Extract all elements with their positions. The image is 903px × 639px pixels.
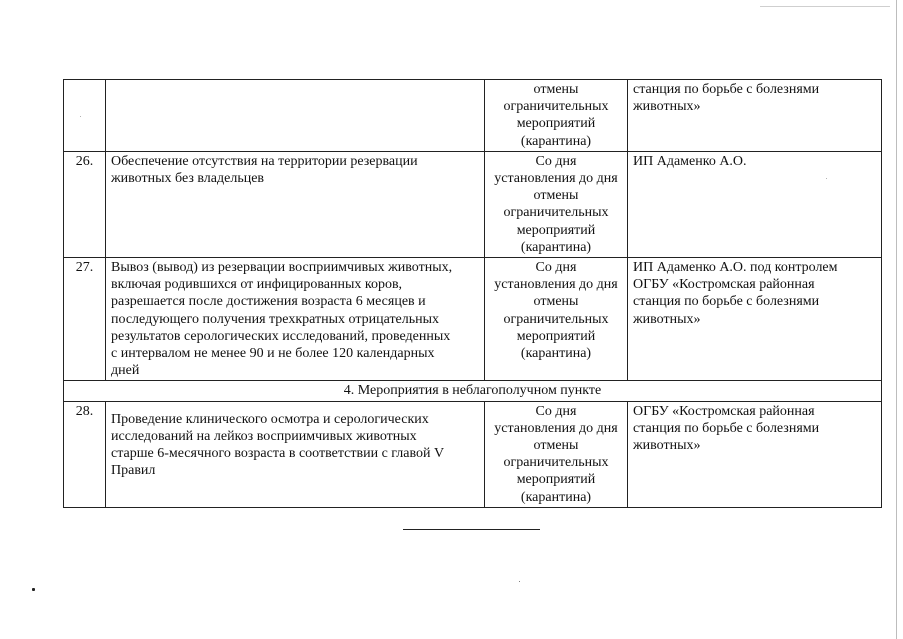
term-line: ограничительных (503, 99, 609, 115)
responsible-line: ИП Адаменко А.О. под контролем (633, 260, 838, 276)
measure-line: старше 6-месячного возраста в соответствии с главой V (111, 446, 445, 462)
scan-speck (519, 581, 520, 582)
measure-line: Проведение клинического осмотра и серологических (111, 411, 429, 427)
responsible-line: станция по борьбе с болезнями (633, 82, 820, 97)
term-line: ограничительных (503, 205, 609, 221)
measure-cell (106, 80, 485, 152)
measure-line: последующего получения трехкратных отрицательных (111, 311, 440, 327)
term-line: Со дня (535, 403, 577, 419)
term-line: Со дня (535, 260, 577, 276)
term-line: отмены (533, 188, 579, 204)
measure-line: дней (111, 363, 140, 379)
term-cell (485, 80, 628, 152)
responsible-line: станция по борьбе с болезнями (633, 294, 820, 310)
term-line: отмены (533, 438, 579, 454)
measure-line: Обеспечение отсутствия на территории резервации (111, 153, 418, 169)
page-edge (896, 0, 897, 639)
measure-line: с интервалом не менее 90 и не более 120 календарных (111, 346, 435, 362)
table-row (64, 151, 882, 257)
term-line: ограничительных (503, 455, 609, 471)
term-line: (карантина) (520, 239, 592, 255)
measure-line: Правил (111, 463, 156, 479)
row-number-cell: 27. (64, 258, 106, 381)
row-number-cell: 28. (64, 401, 106, 507)
term-line: Со дня (535, 153, 577, 169)
measure-line: результатов серологических исследований, проведенных (111, 328, 451, 344)
term-line: установления до дня (494, 277, 618, 293)
term-line: установления до дня (494, 420, 618, 436)
table-row (64, 80, 882, 152)
measure-line: разрешается после достижения возраста 6 месяцев и (111, 294, 426, 310)
measure-line: исследований на лейкоз восприимчивых животных (111, 428, 417, 444)
footer-rule (403, 529, 540, 530)
term-line: отмены (533, 82, 579, 97)
responsible-cell (628, 258, 882, 381)
term-line: мероприятий (516, 116, 596, 132)
term-line: (карантина) (520, 133, 592, 149)
responsible-cell (628, 401, 882, 507)
row-number-cell (64, 80, 106, 152)
term-line: мероприятий (516, 222, 596, 238)
measure-cell (106, 258, 485, 381)
responsible-line: животных» (633, 438, 701, 454)
scan-speck (80, 116, 81, 117)
term-line: мероприятий (516, 328, 596, 344)
table-row (64, 401, 882, 507)
term-line: ограничительных (503, 311, 609, 327)
term-line: (карантина) (520, 346, 592, 362)
measure-line: Вывоз (вывод) из резервации восприимчивых животных, (111, 260, 453, 276)
term-line: (карантина) (520, 489, 592, 505)
section-heading-row (64, 381, 882, 401)
term-cell (485, 151, 628, 257)
responsible-cell (628, 80, 882, 152)
term-cell (485, 401, 628, 507)
section-heading: 4. Мероприятия в неблагополучном пункте (64, 381, 882, 401)
scan-speck (826, 178, 827, 179)
scan-artifact-line (760, 6, 890, 7)
responsible-cell (628, 151, 882, 257)
term-line: мероприятий (516, 472, 596, 488)
term-cell (485, 258, 628, 381)
responsible-line: станция по борьбе с болезнями (633, 420, 820, 436)
measure-line: включая родившихся от инфицированных коров, (111, 277, 403, 293)
table-row (64, 258, 882, 381)
responsible-line: животных» (633, 311, 701, 327)
measure-cell (106, 401, 485, 507)
responsible-line: животных» (633, 99, 701, 115)
responsible-line: ОГБУ «Костромская районная (633, 277, 815, 293)
row-number-cell: 26. (64, 151, 106, 257)
term-line: отмены (533, 294, 579, 310)
measure-line: животных без владельцев (111, 171, 265, 187)
responsible-line: ИП Адаменко А.О. (633, 153, 747, 169)
responsible-line: ОГБУ «Костромская районная (633, 403, 815, 419)
measures-table (63, 79, 882, 508)
scan-speck (32, 588, 35, 591)
term-line: установления до дня (494, 171, 618, 187)
measure-cell (106, 151, 485, 257)
